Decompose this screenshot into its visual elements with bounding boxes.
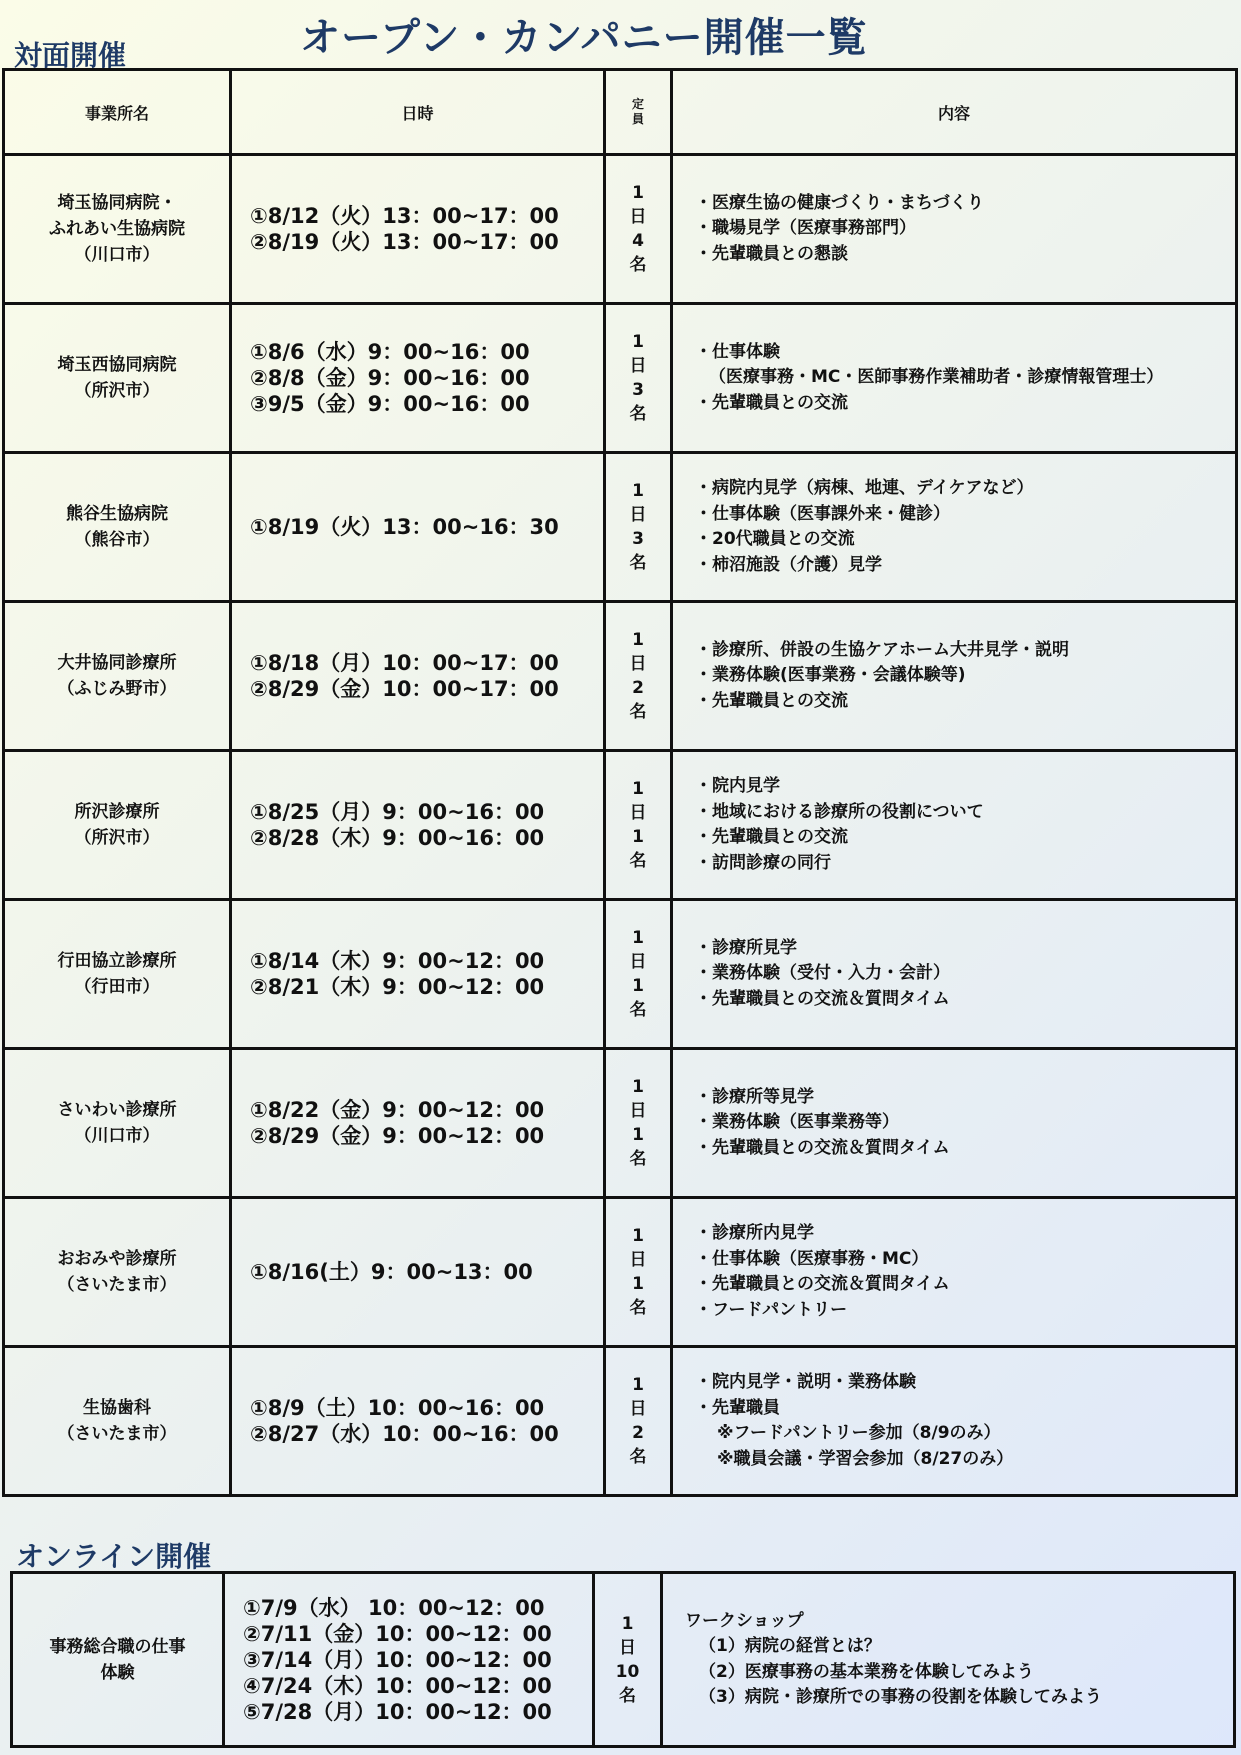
facility-name xyxy=(12,1573,224,1747)
table-row xyxy=(4,1049,1237,1198)
capacity-cell xyxy=(605,1049,672,1198)
capacity-cell xyxy=(605,900,672,1049)
content-cell xyxy=(672,1049,1237,1198)
content-cell xyxy=(672,602,1237,751)
facility-name xyxy=(4,900,231,1049)
online-heading: オンライン開催 xyxy=(16,1540,212,1573)
datetime-cell xyxy=(231,751,605,900)
content-line: ・院内見学・説明・業務体験 xyxy=(695,1372,916,1392)
in-person-heading: 対面開催 xyxy=(14,39,127,72)
capacity-char: 日 xyxy=(629,207,647,227)
facility-name xyxy=(4,1049,231,1198)
facility-name xyxy=(4,155,231,304)
capacity-char: 日 xyxy=(619,1637,636,1658)
capacity-char: 3 xyxy=(632,380,644,400)
date-line: ②8/21（木）9：00~12：00 xyxy=(250,975,545,999)
capacity-char: 1 xyxy=(632,1125,644,1145)
content-line: ・先輩職員との交流＆質問タイム xyxy=(695,988,950,1009)
content-cell xyxy=(672,751,1237,900)
content-line: ・先輩職員との交流 xyxy=(695,392,848,413)
capacity-char: 名 xyxy=(629,553,647,573)
capacity-char: 1 xyxy=(632,1077,644,1097)
content-line: ・業務体験（受付・入力・会計） xyxy=(695,963,950,984)
content-line: ・フードパントリー xyxy=(695,1299,848,1320)
date-line: ①8/19（火）13：00~16：30 xyxy=(250,515,559,539)
capacity-char: 1 xyxy=(632,779,644,799)
content-line: ・仕事体験（医事課外来・健診） xyxy=(695,503,950,524)
capacity-char: 日 xyxy=(629,505,647,525)
capacity-char: 1 xyxy=(632,332,644,352)
capacity-cell xyxy=(605,304,672,453)
facility-name-line: （熊谷市） xyxy=(74,530,160,550)
facility-name-line: （ふじみ野市） xyxy=(57,679,177,699)
content-cell xyxy=(672,900,1237,1049)
date-line: ②8/29（金）10：00~17：00 xyxy=(250,677,559,701)
date-line: ③9/5（金）9：00~16：00 xyxy=(250,392,530,416)
capacity-char: 1 xyxy=(632,1274,644,1294)
table-row xyxy=(4,751,1237,900)
facility-name-line: 事務総合職の仕事 xyxy=(49,1636,186,1657)
header-content: 内容 xyxy=(672,70,1237,155)
date-line: ①8/18（月）10：00~17：00 xyxy=(250,651,559,675)
table-row xyxy=(12,1573,1235,1747)
datetime-cell xyxy=(231,155,605,304)
online-table xyxy=(10,1571,1236,1748)
content-line: ・先輩職員との懇談 xyxy=(695,243,848,264)
date-line: ①7/9（水） 10：00~12：00 xyxy=(243,1595,545,1620)
content-cell xyxy=(672,1198,1237,1347)
facility-name xyxy=(4,751,231,900)
header-datetime: 日時 xyxy=(231,70,605,155)
date-line: ③7/14（月）10：00~12：00 xyxy=(243,1647,552,1672)
date-line: ⑤7/28（月）10：00~12：00 xyxy=(243,1699,552,1724)
date-line: ①8/9（土）10：00~16：00 xyxy=(250,1396,545,1420)
capacity-cell xyxy=(605,1198,672,1347)
date-line: ①8/25（月）9：00~16：00 xyxy=(250,800,545,824)
capacity-cell xyxy=(605,453,672,602)
content-line: ・先輩職員 xyxy=(695,1397,780,1418)
page-title: オープン・カンパニー開催一覧 xyxy=(300,15,868,61)
content-line: ・診療所内見学 xyxy=(695,1223,814,1243)
content-cell xyxy=(672,1347,1237,1496)
facility-name-line: （川口市） xyxy=(74,1126,160,1146)
content-line: ・訪問診療の同行 xyxy=(695,852,831,873)
content-line: ・先輩職員との交流＆質問タイム xyxy=(695,1137,950,1158)
facility-name xyxy=(4,1198,231,1347)
content-line: ・仕事体験（医療事務・MC） xyxy=(695,1248,929,1269)
date-line: ④7/24（木）10：00~12：00 xyxy=(243,1673,552,1698)
capacity-char: 名 xyxy=(629,1298,647,1318)
capacity-cell xyxy=(594,1573,662,1747)
capacity-char: 1 xyxy=(632,481,644,501)
datetime-cell xyxy=(224,1573,594,1747)
content-line: ※フードパントリー参加（8/9のみ） xyxy=(717,1423,1001,1443)
content-line: ・診療所見学 xyxy=(695,937,797,958)
content-line: （2）医療事務の基本業務を体験してみよう xyxy=(699,1661,1034,1682)
facility-name-line: （所沢市） xyxy=(74,828,160,848)
datetime-cell xyxy=(231,304,605,453)
facility-name-line: おおみや診療所 xyxy=(57,1249,177,1269)
content-line: （3）病院・診療所での事務の役割を体験してみよう xyxy=(699,1687,1102,1707)
facility-name-line: 大井協同診療所 xyxy=(57,653,177,673)
table-row xyxy=(4,1198,1237,1347)
facility-name xyxy=(4,602,231,751)
capacity-char: 2 xyxy=(632,678,644,698)
capacity-char: 日 xyxy=(629,952,647,972)
content-line: ・病院内見学（病棟、地連、デイケアなど） xyxy=(695,478,1034,498)
content-line: ・柿沼施設（介護）見学 xyxy=(695,554,882,575)
table-row xyxy=(4,602,1237,751)
table-row xyxy=(4,1347,1237,1496)
capacity-char: 名 xyxy=(629,1149,647,1169)
facility-name xyxy=(4,1347,231,1496)
facility-name-line: 体験 xyxy=(100,1662,135,1683)
date-line: ①8/16(土）9：00~13：00 xyxy=(250,1260,533,1284)
capacity-char: 名 xyxy=(629,851,647,871)
datetime-cell xyxy=(231,1347,605,1496)
facility-name xyxy=(4,453,231,602)
content-line: ・職場見学（医療事務部門） xyxy=(695,218,916,239)
date-line: ②8/28（木）9：00~16：00 xyxy=(250,826,545,850)
header-name: 事業所名 xyxy=(4,70,231,155)
datetime-cell xyxy=(231,900,605,1049)
content-cell xyxy=(672,453,1237,602)
datetime-cell xyxy=(231,1198,605,1347)
capacity-char: 日 xyxy=(629,654,647,674)
content-line: ※職員会議・学習会参加（8/27のみ） xyxy=(717,1448,1014,1469)
date-line: ②8/19（火）13：00~17：00 xyxy=(250,230,559,254)
capacity-char: 日 xyxy=(629,1399,647,1419)
capacity-cell xyxy=(605,1347,672,1496)
date-line: ②7/11（金）10：00~12：00 xyxy=(243,1621,552,1646)
capacity-char: 名 xyxy=(629,1447,647,1467)
date-line: ②8/29（金）9：00~12：00 xyxy=(250,1124,545,1148)
facility-name-line: （さいたま市） xyxy=(57,1424,177,1444)
capacity-char: 1 xyxy=(621,1613,634,1634)
content-cell xyxy=(662,1573,1235,1747)
content-line: ワークショップ xyxy=(685,1610,804,1631)
content-line: （医療事務・MC・医師事務作業補助者・診療情報管理士） xyxy=(709,367,1164,388)
capacity-cell xyxy=(605,751,672,900)
facility-name-line: 行田協立診療所 xyxy=(57,951,177,971)
facility-name-line: さいわい診療所 xyxy=(57,1100,177,1120)
capacity-char: 10 xyxy=(615,1661,640,1682)
in-person-table xyxy=(2,68,1238,1497)
capacity-char: 名 xyxy=(629,702,647,722)
date-line: ①8/12（火）13：00~17：00 xyxy=(250,204,559,228)
content-line: ・診療所等見学 xyxy=(695,1086,814,1107)
content-cell xyxy=(672,304,1237,453)
capacity-char: 日 xyxy=(629,803,647,823)
facility-name-line: 所沢診療所 xyxy=(74,802,160,822)
table-row xyxy=(4,453,1237,602)
header-capacity-char: 員 xyxy=(631,112,644,126)
capacity-char: 2 xyxy=(632,1423,644,1443)
capacity-char: 1 xyxy=(632,1226,644,1246)
date-line: ②8/27（水）10：00~16：00 xyxy=(250,1422,559,1446)
facility-name xyxy=(4,304,231,453)
capacity-char: 1 xyxy=(632,928,644,948)
facility-name-line: （行田市） xyxy=(74,977,160,997)
capacity-char: 日 xyxy=(629,1250,647,1270)
content-line: ・先輩職員との交流 xyxy=(695,690,848,711)
capacity-char: 名 xyxy=(619,1685,636,1706)
capacity-char: 名 xyxy=(629,404,647,424)
content-line: ・先輩職員との交流＆質問タイム xyxy=(695,1274,950,1294)
capacity-cell xyxy=(605,602,672,751)
header-row xyxy=(4,70,1237,155)
table-row xyxy=(4,304,1237,453)
capacity-char: 4 xyxy=(632,231,644,251)
content-line: ・20代職員との交流 xyxy=(695,529,855,549)
capacity-char: 1 xyxy=(632,1375,644,1395)
capacity-char: 1 xyxy=(632,630,644,650)
facility-name-line: 埼玉協同病院・ xyxy=(57,193,177,213)
content-line: ・先輩職員との交流 xyxy=(695,827,848,847)
header-capacity xyxy=(605,70,672,155)
facility-name-line: （所沢市） xyxy=(74,381,160,401)
capacity-cell xyxy=(605,155,672,304)
datetime-cell xyxy=(231,1049,605,1198)
facility-name-line: 埼玉西協同病院 xyxy=(57,355,177,375)
capacity-char: 日 xyxy=(629,356,647,376)
table-row xyxy=(4,155,1237,304)
header-capacity-char: 定 xyxy=(631,97,644,111)
date-line: ①8/6（水）9：00~16：00 xyxy=(250,340,530,364)
content-line: ・仕事体験 xyxy=(695,341,780,362)
capacity-char: 1 xyxy=(632,827,644,847)
capacity-char: 3 xyxy=(632,529,644,549)
capacity-char: 名 xyxy=(629,1000,647,1020)
date-line: ②8/8（金）9：00~16：00 xyxy=(250,366,530,390)
table-row xyxy=(4,900,1237,1049)
facility-name-line: 生協歯科 xyxy=(83,1398,151,1418)
content-line: （1）病院の経営とは？ xyxy=(699,1636,881,1656)
facility-name-line: 熊谷生協病院 xyxy=(66,504,168,524)
facility-name-line: ふれあい生協病院 xyxy=(49,219,185,239)
content-line: ・院内見学 xyxy=(695,776,780,796)
content-line: ・医療生協の健康づくり・まちづくり xyxy=(695,192,984,213)
content-line: ・業務体験(医事業務・会議体験等) xyxy=(695,665,966,686)
content-line: ・業務体験（医事業務等） xyxy=(695,1112,899,1133)
facility-name-line: （さいたま市） xyxy=(57,1275,177,1295)
content-line: ・診療所、併設の生協ケアホーム大井見学・説明 xyxy=(695,639,1069,660)
capacity-char: 1 xyxy=(632,183,644,203)
content-cell xyxy=(672,155,1237,304)
capacity-char: 1 xyxy=(632,976,644,996)
capacity-char: 日 xyxy=(629,1101,647,1121)
date-line: ①8/14（木）9：00~12：00 xyxy=(250,949,545,973)
content-line: ・地域における診療所の役割について xyxy=(695,801,984,822)
facility-name-line: （川口市） xyxy=(74,245,160,265)
capacity-char: 名 xyxy=(629,255,647,275)
datetime-cell xyxy=(231,453,605,602)
datetime-cell xyxy=(231,602,605,751)
date-line: ①8/22（金）9：00~12：00 xyxy=(250,1098,545,1122)
